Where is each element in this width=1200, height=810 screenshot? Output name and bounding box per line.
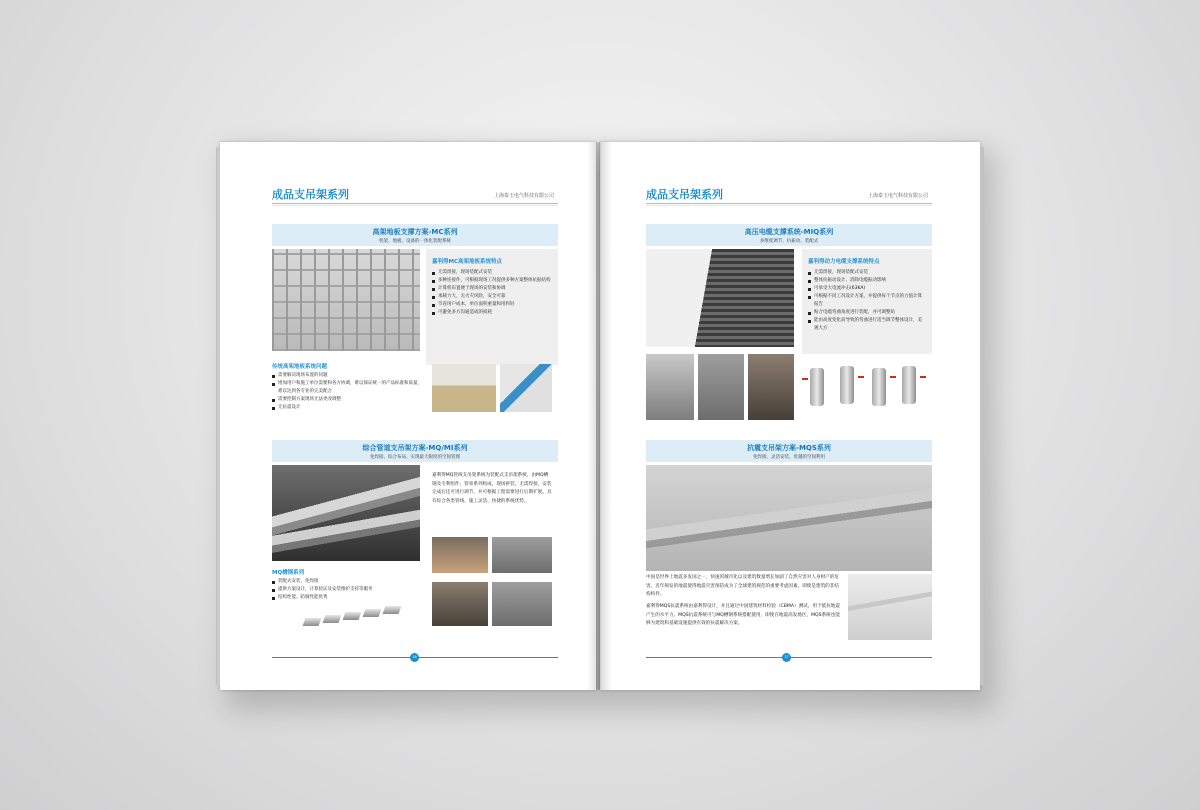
- page-title: 成品支吊架系列: [646, 188, 723, 201]
- mqs-paragraph-2: 嘉利得MQS抗震系统由嘉利得设计，并且通过中国建筑材料检验（CBMA）测试。用于抵抗地震产生的水平力。MQS抗震系统可与MQ槽钢系统搭配使用，即使在地震高发地区，MQS系统也能够为建筑和基础设施提供有效的抗震解决方案。: [646, 604, 840, 626]
- mq-channel-title: MQ槽钢系列: [272, 570, 305, 576]
- header-divider: [646, 203, 932, 204]
- traditional-problems-title: 传统高架地板系统问题: [272, 364, 328, 370]
- channel-item: 提供方案设计，计算验证及安装维护支持等服务: [272, 586, 422, 594]
- miq-feature-item: 贴合电缆弯曲角度进行装配，并可调整角: [808, 309, 926, 317]
- mqs-section-subtitle: 免焊接、灵活安装、优越的空间利用: [753, 455, 825, 460]
- cable-tunnel-photo: [646, 249, 794, 347]
- miq-feature-item: 无需焊接，现场装配式安装: [808, 269, 926, 277]
- miq-feature-item: 可承受大电流冲击(63KA): [808, 285, 926, 293]
- mc-features-box: [426, 249, 558, 365]
- pipe-rack-photo: [492, 537, 552, 573]
- header-divider-light: [272, 205, 558, 206]
- miq-section-banner: [646, 224, 932, 246]
- pipe-support-photo: [272, 465, 420, 561]
- problem-item: 需要控制方案现场无法更改调整: [272, 396, 422, 404]
- company-name: 上海泰玉电气科技有限公司: [494, 193, 555, 199]
- page-number: 17: [782, 653, 791, 662]
- left-page: [220, 142, 596, 690]
- header-divider: [272, 203, 558, 204]
- cable-clamp-photo-1: [646, 354, 694, 420]
- problem-item: 需要解决现场布置的问题: [272, 372, 422, 380]
- cable-clamp-photo-2: [698, 354, 744, 420]
- mq-description: 嘉利得MQ管线支吊架系统为装配式支吊架系统，由MQ槽钢及专利组件、管束系列构成，现场拼装，无需焊接，安装完成后还可进行调节，并可根据工程需要进行后期扩展。具有综合各类管线、施工灵活、快捷的系统优势。: [432, 473, 552, 504]
- mc-section-banner: [272, 224, 558, 246]
- page-title: 成品支吊架系列: [272, 188, 349, 201]
- mq-section-subtitle: 免焊接、综合布局、实现最大限度的空间管理: [370, 455, 460, 460]
- header-divider-light: [646, 205, 932, 206]
- duct-photo: [492, 582, 552, 626]
- miq-feature-item: 整体抗振动设计，消除电缆振动影响: [808, 277, 926, 285]
- raised-floor-photo: [272, 249, 420, 351]
- mc-feature-item: 节省用户成本，单位面积重量和用料轻: [432, 301, 552, 309]
- frame-detail-photo: [500, 364, 552, 412]
- floor-install-photo: [432, 364, 496, 412]
- mc-feature-item: 承载力大，无火灾风险，安全可靠: [432, 293, 552, 301]
- tray-photo: [432, 582, 488, 626]
- mc-features-title: 嘉利得MC高架地板系统特点: [432, 259, 503, 265]
- mq-section-title: 综合管道支吊架方案-MQ/MI系列: [362, 444, 468, 452]
- mqs-section-banner: [646, 440, 932, 462]
- mqs-paragraph-1: 中国是世界上地震多发国之一，快速的城市化以及建筑数量增长加剧了自然灾害对人身财产的危害。近年频发的地震使得地震灾害预防成为了全球建筑规范的重要考虑因素，即使是建筑的非结构构件。: [646, 575, 839, 597]
- mc-feature-item: 无需焊接，现场装配式安装: [432, 269, 552, 277]
- mc-feature-item: 计算机布置便于现场的安装和协调: [432, 285, 552, 293]
- channel-item: 结构性能、防腐性能优秀: [272, 594, 422, 602]
- mqs-section-title: 抗震支吊架方案-MQS系列: [747, 444, 831, 452]
- miq-features-box: [802, 249, 932, 355]
- mc-feature-item: 可避免多方沟通造成的损耗: [432, 309, 552, 317]
- miq-section-title: 高压电缆支撑系统-MIQ系列: [744, 228, 834, 236]
- mc-feature-item: 多种连接件，可根据现场工况提供多种方案整体抗振结构: [432, 277, 552, 285]
- mq-section-banner: [272, 440, 558, 462]
- mc-section-title: 高架地板支撑方案-MC系列: [372, 228, 458, 236]
- miq-features-title: 嘉利得动力电缆支撑系统特点: [808, 259, 880, 265]
- problem-item: 无抗震设计: [272, 404, 422, 412]
- page-number: 16: [410, 653, 419, 662]
- ceiling-pipe-photo: [848, 574, 932, 640]
- mq-channel-list: [272, 578, 422, 602]
- worker-photo: [432, 537, 488, 573]
- problem-item: 增加用户和施工单位需要和各方协调，难以保证统一的产品标准和质量，难以达到各专业的完美配合: [272, 380, 422, 396]
- book-spine: [588, 142, 612, 690]
- miq-feature-item: 可根据不同工况设计方案，并提供每个节点的力值计算报告: [808, 293, 926, 309]
- miq-feature-item: 能由高度变化而导致的弯曲进行适当调节整体设计，美观大方: [808, 317, 926, 333]
- channel-item: 装配式安装，免焊接: [272, 578, 422, 586]
- traditional-problems-list: [272, 372, 422, 412]
- mc-section-subtitle: 机架、地板、设备的一体化装配系统: [379, 239, 451, 244]
- miq-section-subtitle: 多维度调节、抗振动、装配式: [759, 239, 819, 244]
- seismic-support-photo: [646, 465, 932, 571]
- cable-clamp-photo-3: [748, 354, 794, 420]
- company-name: 上海泰玉电气科技有限公司: [868, 193, 929, 199]
- clamp-products-image: [800, 354, 932, 420]
- right-page: [600, 142, 980, 690]
